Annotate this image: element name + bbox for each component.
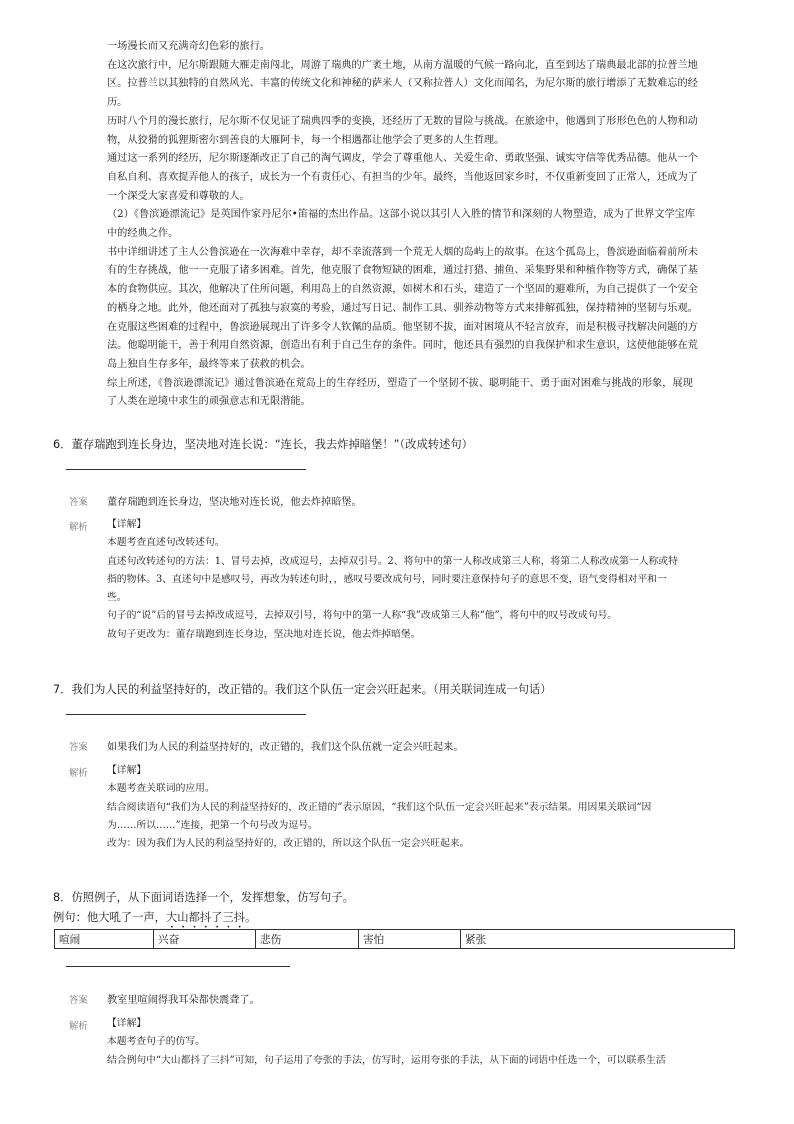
passage-line: 的栖身之地。此外，他还面对了孤独与寂寞的考验，通过写日记、制作工具、驯养动物等方式来排解孤独，保持精神的坚韧与乐观。 xyxy=(107,302,698,314)
analysis-line: 改为：因为我们为人民的利益坚持好的，改正错的，所以这个队伍一定会兴旺起来。 xyxy=(107,838,470,850)
word-cell: 喧闹 xyxy=(55,930,154,949)
passage-line: 通过这一系列的经历，尼尔斯逐渐改正了自己的淘气调皮，学会了尊重他人、关爱生命、勇敢坚强、诚实守信等优秀品德。他从一个 xyxy=(107,153,698,165)
analysis-line: 为……所以……”连接，把第一个句号改为逗号。 xyxy=(107,819,318,831)
word-cell: 害怕 xyxy=(359,930,461,949)
analysis-line: 故句子更改为：董存瑞跑到连长身边，坚决地对连长说，他去炸掉暗堡。 xyxy=(107,628,421,640)
question-6: 6．董存瑞跑到连长身边，坚决地对连长说：“连长，我去炸掉暗堡！”（改成转述句） xyxy=(53,438,473,451)
passage-line: 在克服这些困难的过程中，鲁滨逊展现出了许多令人钦佩的品质。他坚韧不拔，面对困境从不轻言放弃，而是积极寻找解决问题的方 xyxy=(107,321,698,333)
detail-heading: 【详解】 xyxy=(107,519,147,530)
answer-text: 董存瑞跑到连长身边，坚决地对连长说，他去炸掉暗堡。 xyxy=(107,497,362,508)
example-sentence xyxy=(53,909,743,931)
passage-line: 一个深受大家喜爱和尊敬的人。 xyxy=(107,190,250,202)
analysis-label: 解析 xyxy=(69,768,88,779)
analysis-line: 结合例句中“大山都抖了三抖”可知，句子运用了夸张的手法，仿写时，运用夸张的手法，从下面的词语中任选一个，可以联系生活 xyxy=(107,1054,666,1066)
passage-line: 物，从狡猾的狐狸斯密尔到善良的大雁阿卡，每一个相遇都让他学会了更多的人生哲理。 xyxy=(107,134,505,146)
question-8: 8．仿照例子，从下面词语选择一个，发挥想象，仿写句子。 xyxy=(53,891,354,904)
passage-line: 法。他聪明能干，善于利用自然资源，创造出有利于自己生存的条件。同时，他还具有强烈的自我保护和求生意识，这使他能够在荒 xyxy=(107,340,698,352)
question-7: 7．我们为人民的利益坚持好的，改正错的。我们这个队伍一定会兴旺起来。（用关联词连成一句话） xyxy=(53,683,552,696)
analysis-block xyxy=(107,516,727,644)
passage-line: 岛上独自生存多年，最终等来了获救的机会。 xyxy=(107,358,311,370)
answer-text: 教室里喧闹得我耳朵都快震聋了。 xyxy=(107,995,260,1006)
analysis-line: 本题考查直述句改转述句。 xyxy=(107,537,225,549)
word-cell: 兴奋 xyxy=(154,930,256,949)
passage-line: 历时八个月的漫长旅行，尼尔斯不仅见证了瑞典四季的变换，还经历了无数的冒险与挑战。在旅途中，他遇到了形形色色的人物和动 xyxy=(107,115,698,127)
analysis-line: 本题考查关联词的应用。 xyxy=(107,783,215,795)
passage-line: 在这次旅行中，尼尔斯跟随大雁走南闯北，周游了瑞典的广袤土地，从南方温暖的气候一路向北，直至到达了瑞典最北部的拉普兰地 xyxy=(107,59,698,71)
word-cell: 紧张 xyxy=(461,930,735,949)
answer-label: 答案 xyxy=(69,742,88,753)
passage-line: 本的食物供应。其次，他解决了住所问题，利用岛上的自然资源，如树木和石头，建造了一个坚固的避难所，为自己提供了一个安全 xyxy=(107,284,698,296)
answer-label: 答案 xyxy=(69,497,88,508)
analysis-block xyxy=(107,1015,727,1070)
example-suffix: 。 xyxy=(245,911,257,924)
passage-line: 有的生存挑战，他一一克服了诸多困难。首先，他克服了食物短缺的困难，通过打猎、捕鱼、采集野果和种植作物等方式，确保了基 xyxy=(107,265,698,277)
answer-blank-line xyxy=(66,966,290,967)
passage-line: 综上所述，《鲁滨逊漂流记》通过鲁滨逊在荒岛上的生存经历，塑造了一个坚韧不拔、聪明能干、勇于面对困难与挑战的形象，展现 xyxy=(107,377,693,389)
example-emphasis: 大山都抖了三抖 xyxy=(165,911,246,924)
analysis-line: 直述句改转述句的方法：1、冒号去掉，改成逗号，去掉双引号。2、将句中的第一人称改成第三人称，将第二人称改成第一人称或特 xyxy=(107,555,678,567)
passage-block xyxy=(107,38,720,412)
passage-line: 中的经典之作。 xyxy=(107,228,179,240)
passage-line: 了人类在逆境中求生的顽强意志和无限潜能。 xyxy=(107,396,311,408)
passage-line: （2）《鲁滨逊漂流记》是英国作家丹尼尔•笛福的杰出作品。这部小说以其引人入胜的情节和深刻的人物塑造，成为了世界文学宝库 xyxy=(107,209,696,221)
answer-blank-line xyxy=(66,469,306,470)
analysis-line: 些。 xyxy=(107,592,127,604)
analysis-block xyxy=(107,762,727,853)
word-choice-table xyxy=(54,929,735,949)
analysis-label: 解析 xyxy=(69,522,88,533)
analysis-line: 本题考查句子的仿写。 xyxy=(107,1036,205,1048)
passage-line: 一场漫长而又充满奇幻色彩的旅行。 xyxy=(107,41,270,52)
answer-label: 答案 xyxy=(69,995,88,1006)
word-cell: 悲伤 xyxy=(256,930,359,949)
detail-heading: 【详解】 xyxy=(107,1018,147,1029)
detail-heading: 【详解】 xyxy=(107,765,147,776)
passage-line: 区。拉普兰以其独特的自然风光、丰富的传统文化和神秘的萨米人（又称拉普人）文化而闻名，为尼尔斯的旅行增添了无数难忘的经 xyxy=(107,78,698,90)
analysis-label: 解析 xyxy=(69,1021,88,1032)
passage-line: 历。 xyxy=(107,97,128,109)
answer-text: 如果我们为人民的利益坚持好的，改正错的，我们这个队伍就一定会兴旺起来。 xyxy=(107,742,464,753)
analysis-line: 结合阅读语句“我们为人民的利益坚持好的，改正错的”表示原因，“我们这个队伍一定会兴旺起来”表示结果。用因果关联词“因 xyxy=(107,801,652,813)
example-prefix: 例句：他大吼了一声， xyxy=(53,911,166,924)
analysis-line: 句子的“说”后的冒号去掉改成逗号，去掉双引号，将句中的第一人称“我”改成第三人称“他”，将句中的叹号改成句号。 xyxy=(107,610,618,622)
answer-blank-line xyxy=(66,714,306,715)
passage-line: 书中详细讲述了主人公鲁滨逊在一次海难中幸存，却不幸流落到一个荒无人烟的岛屿上的故事。在这个孤岛上，鲁滨逊面临着前所未 xyxy=(107,246,698,258)
analysis-line: 指的物体。3、直述句中是感叹号，再改为转述句时，，感叹号要改成句号，同时要注意保持句子的意思不变，语气变得相对平和一 xyxy=(107,573,667,585)
passage-line: 自私自利、喜欢捉弄他人的孩子，成长为一个有责任心、有担当的少年。最终，当他返回家乡时，不仅重新变回了正常人，还成为了 xyxy=(107,171,698,183)
